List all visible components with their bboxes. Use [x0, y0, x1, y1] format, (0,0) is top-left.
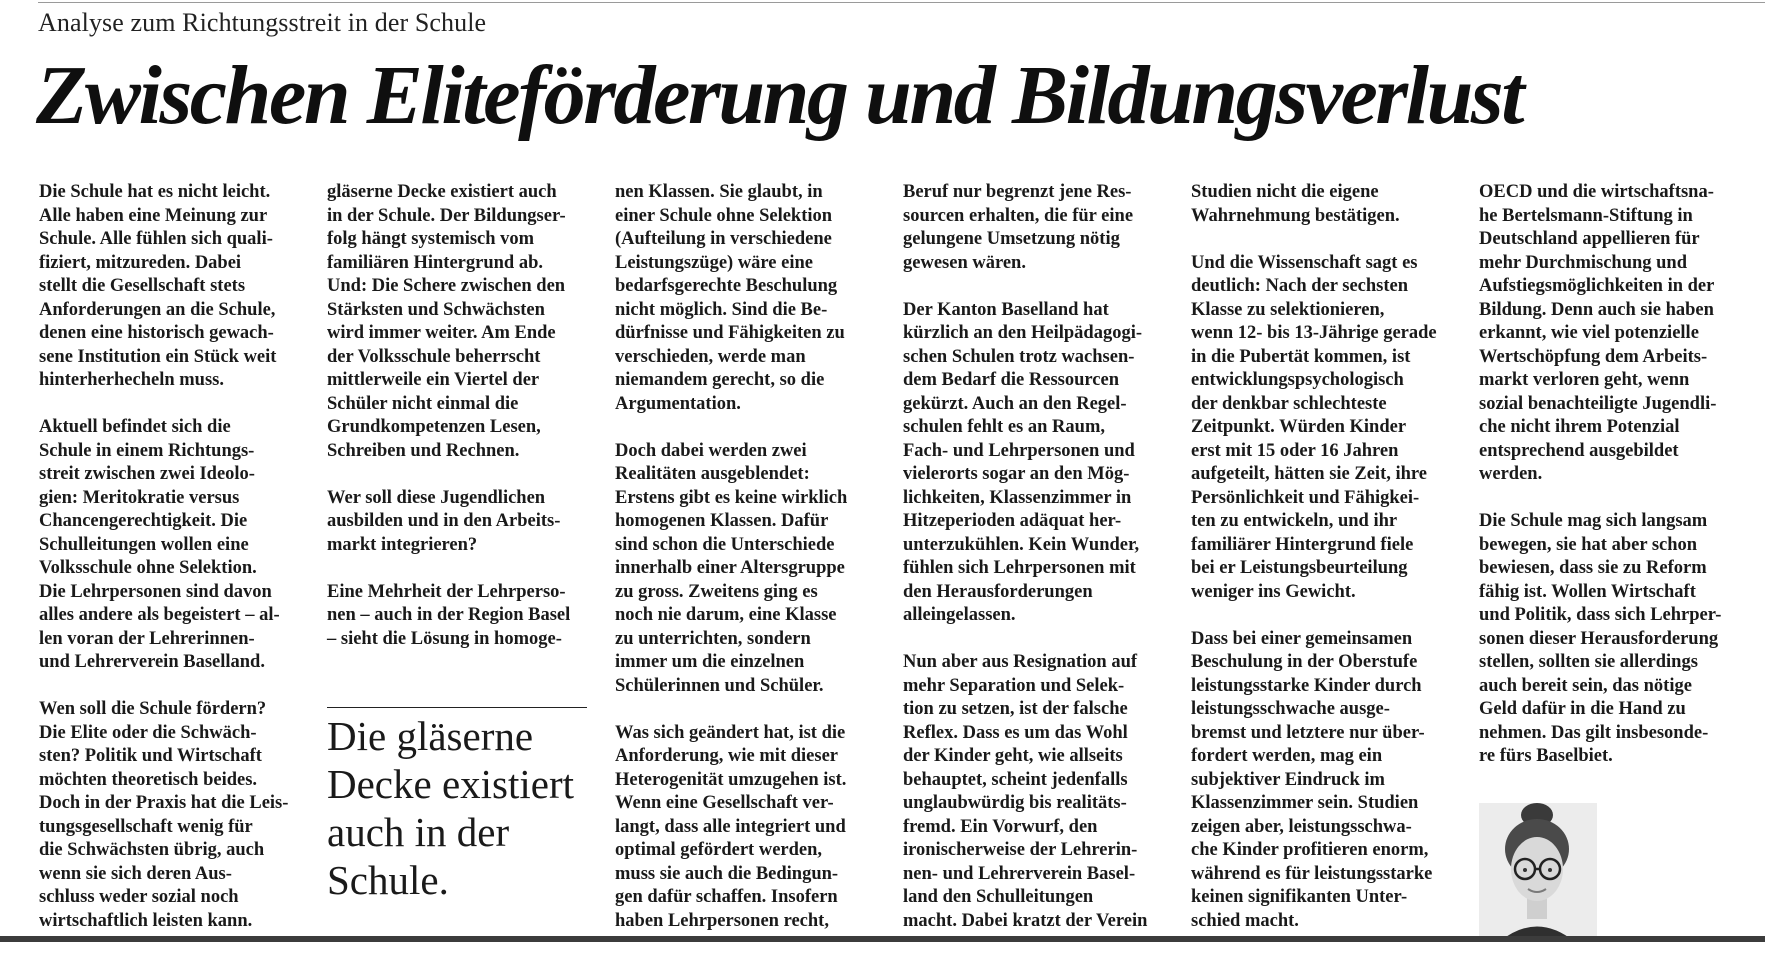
paragraph: Die Schule hat es nicht leicht. Alle haben eine Meinung zur Schule. Alle fühlen sich quali- fiziert, mitzureden. Dabei stellt die Gesellschaft stets Anforderungen an die Schule, denen eine historisch gewach- sene Institution ein Stück weit hinterherhecheln muss. — [39, 182, 277, 390]
paragraph: Nun aber aus Resignation auf mehr Separation und Selek- tion zu setzen, ist der falsche Reflex. Dass es um das Wohl der Kinder geht, wie allseits behauptet, scheint jedenfalls unglaubwürdig bis realitäts- fremd. Ein Vorwurf, den ironischerweise der Lehrerin- nen- und Lehrerverein Basel- land den Schulleitungen macht. Dabei kratzt der Verein — [903, 652, 1148, 931]
paragraph: Dass bei einer gemeinsamen Beschulung in der Oberstufe leistungsstarke Kinder durch leistungsschwache ausge- bremst und letztere nur über- fordert werden, mag ein subjektiver Eindruck im Klassenzimmer sein. Studien zeigen aber, leistungsschwa- che Kinder profitieren enorm, während es für leistungsstarke keinen signifikanten Unter- schied macht. — [1191, 628, 1433, 931]
paragraph: gläserne Decke existiert auch in der Schule. Der Bildungser- folg hängt systemisch vom familiären Hintergrund ab. Und: Die Schere zwischen den Stärksten und Schwächsten wird immer weiter. Am Ende der Volksschule beherrscht mittlerweile ein Viertel der Schüler nicht einmal die Grundkompetenzen Lesen, Schreiben und Rechnen. — [327, 182, 566, 461]
paragraph: Der Kanton Baselland hat kürzlich an den Heilpädagogi- schen Schulen trotz wachsen- dem Bedarf die Ressourcen gekürzt. Auch an den Regel- schulen fehlt es an Raum, Fach- und Lehrpersonen und vielerorts sogar an den Mög- lichkeiten, Klassenzimmer in Hitzeperioden adäquat her- unterzukühlen. Kein Wunder, fühlen sich Lehrpersonen mit den Herausforderungen alleingelassen. — [903, 299, 1142, 625]
author-portrait-icon — [1479, 803, 1597, 942]
paragraph: Aktuell befindet sich die Schule in einem Richtungs- streit zwischen zwei Ideolo- gien: Meritokratie versus Chancengerechtigkeit. Die Schulleitungen wollen eine Volksschule ohne Selektion. Die Lehrpersonen sind davon alles andere als begeistert – al- len voran der Lehrerinnen- und Lehrerverein Baselland. — [39, 417, 280, 672]
paragraph: Wer soll diese Jugendlichen ausbilden und in den Arbeits- markt integrieren? — [327, 487, 561, 555]
paragraph: OECD und die wirtschaftsna- he Bertelsmann-Stiftung in Deutschland appellieren für mehr Durchmischung und Aufstiegsmöglichkeiten in der Bildung. Denn auch sie haben erkannt, wie viel potenzielle Wertschöpfung dem Arbeits- markt verloren geht, wenn sozial benachteiligte Jugendli- che nicht ihrem Potenzial entsprechend ausgebildet werden. — [1479, 182, 1717, 484]
paragraph: Die Schule mag sich langsam bewegen, sie hat aber schon bewiesen, dass sie zu Reform fähig ist. Wollen Wirtschaft und Politik, dass sich Lehrper- sonen dieser Herausforderung stellen, sollten sie allerdings auch bereit sein, das nötige Geld dafür in die Hand zu nehmen. Das gilt insbesonde- re fürs Baselbiet. — [1479, 511, 1722, 766]
text-column-6 — [1479, 181, 1741, 792]
text-column-1 — [39, 181, 301, 957]
paragraph: nen Klassen. Sie glaubt, in einer Schule ohne Selektion (Aufteilung in verschiedene Leistungszüge) wäre eine bedarfsgerechte Beschulung nicht möglich. Sind die Be- dürfnisse und Fähigkeiten zu verschieden, werde man niemandem gerecht, so die Argumentation. — [615, 182, 845, 414]
paragraph: Und die Wissenschaft sagt es deutlich: Nach der sechsten Klasse zu selektionieren, wenn 12- bis 13-Jährige gerade in die Pubertät kommen, ist entwicklungspsychologisch der denkbar schlechteste Zeitpunkt. Würden Kinder erst mit 15 oder 16 Jahren aufgeteilt, hätten sie Zeit, ihre Persönlichkeit und Fähigkei- ten zu entwickeln, und ihr familiärer Hintergrund fiele bei er Leistungsbeurteilung weniger ins Gewicht. — [1191, 252, 1437, 602]
article-headline: Zwischen Eliteförderung und Bildungsverlust — [36, 49, 1523, 142]
paragraph: Eine Mehrheit der Lehrperso- nen – auch in der Region Basel – sieht die Lösung in homoge- — [327, 581, 571, 649]
paragraph: Was sich geändert hat, ist die Anforderung, wie mit dieser Heterogenität umzugehen ist. Wenn eine Gesellschaft ver- langt, dass alle integriert und optimal gefördert werden, muss sie auch die Bedingun- gen dafür schaffen. Insofern haben Lehrpersonen recht, — [615, 722, 847, 931]
pull-quote: Die gläserne Decke existiert auch in der Schule. — [327, 713, 575, 903]
paragraph: Beruf nur begrenzt jene Res- sourcen erhalten, die für eine gelungene Umsetzung nötig gewesen wären. — [903, 182, 1134, 273]
bottom-edge-bar — [0, 936, 1765, 942]
top-rule — [38, 2, 1765, 3]
paragraph: Studien nicht die eigene Wahrnehmung bestätigen. — [1191, 182, 1400, 226]
text-column-4 — [903, 181, 1165, 957]
article-kicker: Analyse zum Richtungsstreit in der Schule — [38, 8, 487, 37]
text-column-3 — [615, 181, 877, 957]
paragraph: Doch dabei werden zwei Realitäten ausgeblendet: Erstens gibt es keine wirklich homogenen Klassen. Dafür sind schon die Unterschiede innerhalb einer Altersgruppe zu gross. Zweitens ging es noch nie darum, eine Klasse zu unterrichten, sondern immer um die einzelnen Schülerinnen und Schüler. — [615, 440, 848, 696]
pull-quote-rule — [327, 707, 587, 708]
author-photo — [1479, 803, 1597, 942]
text-column-5 — [1191, 181, 1453, 957]
text-column-2 — [327, 181, 589, 675]
paragraph: Wen soll die Schule fördern? Die Elite oder die Schwäch- sten? Politik und Wirtschaft möchten theoretisch beides. Doch in der Praxis hat die Leis- tungsgesellschaft wenig für die Schwächsten übrig, auch wenn sie sich deren Aus- schluss weder sozial noch wirtschaftlich leisten kann. — [39, 699, 289, 931]
